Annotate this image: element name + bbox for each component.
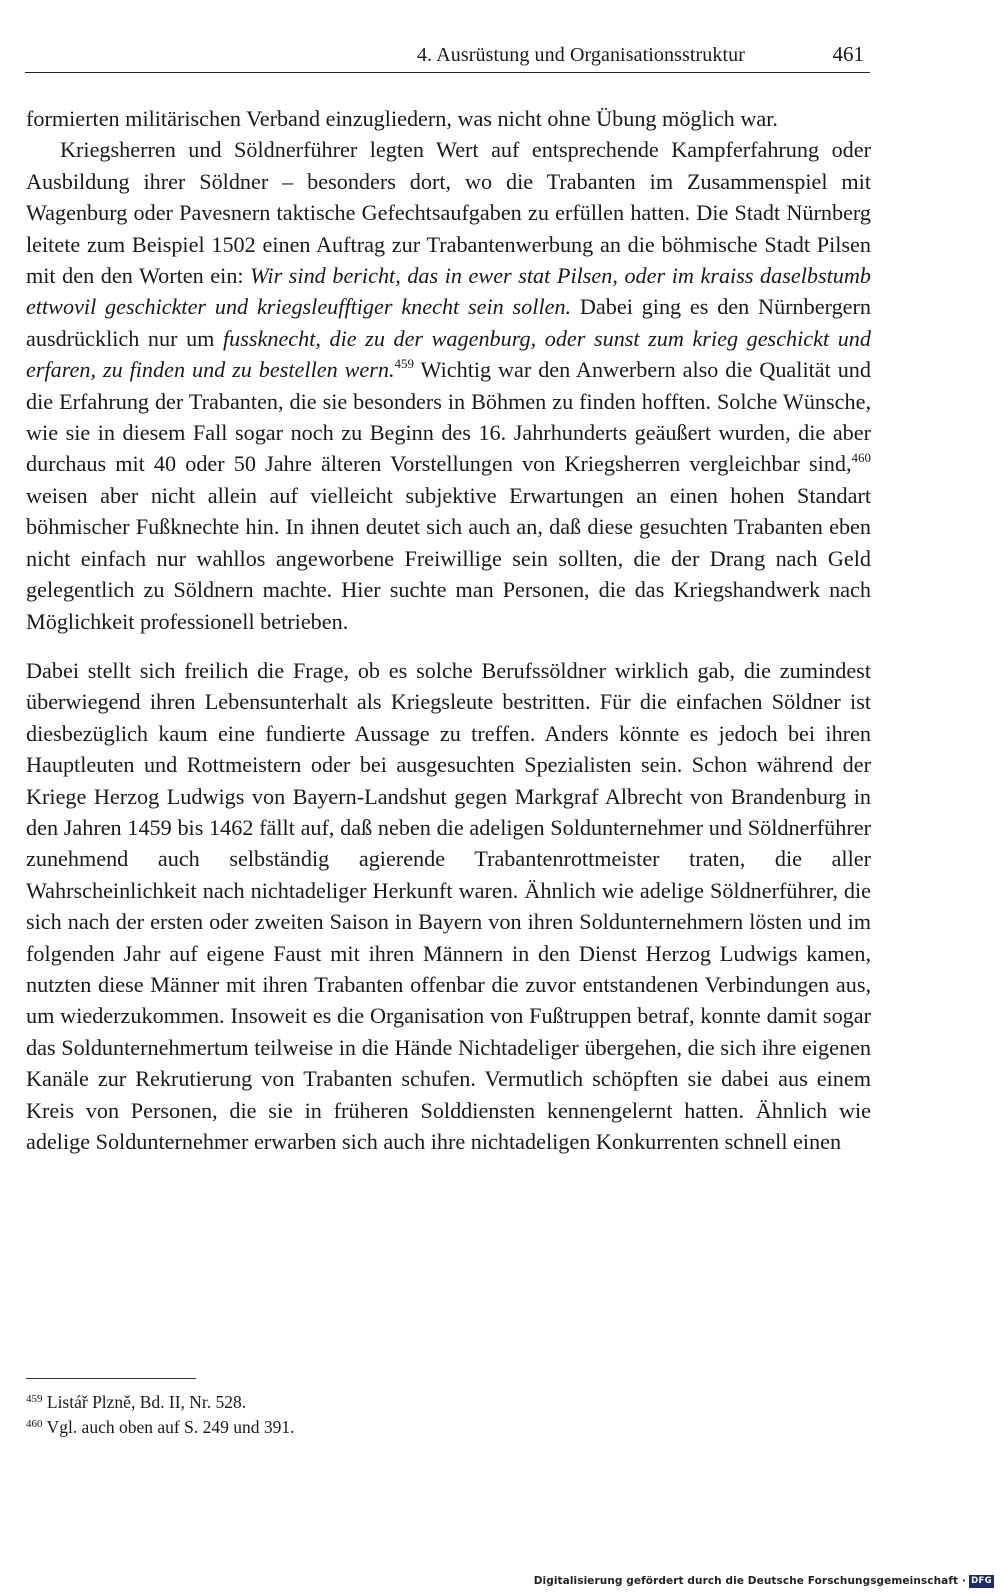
footnote-ref-460[interactable]: 460 bbox=[851, 450, 871, 466]
paragraph-3: Dabei stellt sich freilich die Frage, ob es solche Berufssöldner wirklich gab, die zumindest überwiegend ihren Lebensunterhalt als Kriegsleute bestritten. Für die einfachen Söldner ist diesbezüglich kaum eine fundierte Aussage zu treffen. Anders könnte es jedoch bei ihren Hauptleuten und Rottmeistern oder bei ausgesuchten Spezialisten sein. Schon während der Kriege Herzog Ludwigs von Bayern-Landshut gegen Markgraf Albrecht von Brandenburg in den Jahren 1459 bis 1462 fällt auf, daß neben die adeligen Soldunternehmer und Söldnerführer zunehmend auch selbständig agierende Trabantenrottmeister traten, die aller Wahrscheinlichkeit nach nichtadeliger Herkunft waren. Ähnlich wie adelige Söldnerführer, die sich nach der ersten oder zweiten Saison in Bayern von ihren Soldunternehmern lösten und im folgenden Jahr auf eigene Faust mit ihren Männern in den Dienst Herzog Ludwigs kamen, nutzten diese Männer mit ihren Trabanten offenbar die zuvor entstandenen Verbindungen aus, um wiederzukommen. Insoweit es die Organisation von Fußtruppen betraf, konnte damit sogar das Soldunternehmertum teilweise in die Hände Nichtadeliger übergehen, die sich ihre eigenen Kanäle zur Rekrutierung von Trabanten schufen. Vermutlich schöpften sie dabei aus einem Kreis von Personen, die sie in früheren Solddiensten kennengelernt hatten. Ähnlich wie adelige Soldunternehmer erwarben sich auch ihre nichtadeligen Konkurrenten schnell einen bbox=[26, 657, 871, 1154]
paragraph-2-text-e: Wichtig war den Anwerbern also die Qualität und die Erfahrung der Trabanten, die sie besonders in Böhmen zu finden hofften. Solche Wünsche, wie sie in diesem Fall sogar noch zu Beginn des 16. Jahrhunderts geäußert wurden, die aber durchaus mit 40 oder 50 Jahre älteren Vorstellungen von Kriegsherren vergleichbar sind, bbox=[26, 357, 871, 477]
paragraph-2-text-c: Dabei ging es den Nürnbergern ausdrücklich nur um bbox=[26, 294, 872, 351]
footnote-text: Vgl. auch oben auf S. 249 und 391. bbox=[42, 1417, 295, 1437]
footnote-text: Listář Plzně, Bd. II, Nr. 528. bbox=[42, 1392, 247, 1412]
body-text bbox=[26, 103, 871, 1157]
paragraph-1: formierten militärischen Verband einzugliedern, was nicht ohne Übung möglich war. bbox=[26, 106, 778, 131]
paragraph-2 bbox=[26, 134, 871, 637]
footnote-number: 460 bbox=[26, 1418, 43, 1430]
footnotes bbox=[26, 1390, 871, 1440]
paragraph-2-text-f: weisen aber nicht allein auf vielleicht subjektive Erwartungen an einen hohen Standart böhmischer Fußknechte hin. In ihnen deutet sich auch an, daß diese gesuchten Trabanten eben nicht einfach nur wahllos angeworbene Freiwillige sein sollten, die der Drang nach Geld gelegentlich zu Söldnern machte. Hier suchte man Personen, die das Kriegshandwerk nach Möglichkeit professionell betrieben. bbox=[26, 482, 871, 634]
footnote-460 bbox=[26, 1415, 871, 1440]
dfg-logo: DFG bbox=[969, 1575, 994, 1588]
digitization-credit: Digitalisierung gefördert durch die Deutsche Forschungsgemeinschaft · bbox=[533, 1575, 966, 1587]
footnote-ref-459[interactable]: 459 bbox=[394, 356, 415, 372]
quote-nuernberg-letter: Wir sind bericht, das in ewer stat Pilsen, oder im kraiss daselbstumb ettwovil geschickter und kriegsleufftiger knecht sein sollen. bbox=[26, 263, 871, 320]
running-header bbox=[25, 42, 870, 73]
page-number: 461 bbox=[832, 42, 864, 66]
chapter-title: 4. Ausrüstung und Organisationsstruktur bbox=[417, 44, 745, 66]
footnote-459 bbox=[26, 1390, 871, 1415]
footnote-divider bbox=[26, 1378, 196, 1379]
paragraph-2-text-a: Kriegsherren und Söldnerführer legten Wert auf entsprechende Kampferfahrung oder Ausbildung ihrer Söldner – besonders dort, wo die Trabanten im Zusammenspiel mit Wagenburg oder Pavesnern taktische Gefechtsaufgaben zu erfüllen hatten. Die Stadt Nürnberg leitete zum Beispiel 1502 einen Auftrag zur Trabantenwerbung an die böhmische Stadt Pilsen mit den den Worten ein: bbox=[26, 137, 871, 289]
quote-fussknecht: fussknecht, die zu der wagenburg, oder sunst zum krieg geschickt und erfaren, zu finden und zu bestellen wern. bbox=[26, 325, 871, 383]
footnote-number: 459 bbox=[26, 1393, 43, 1405]
